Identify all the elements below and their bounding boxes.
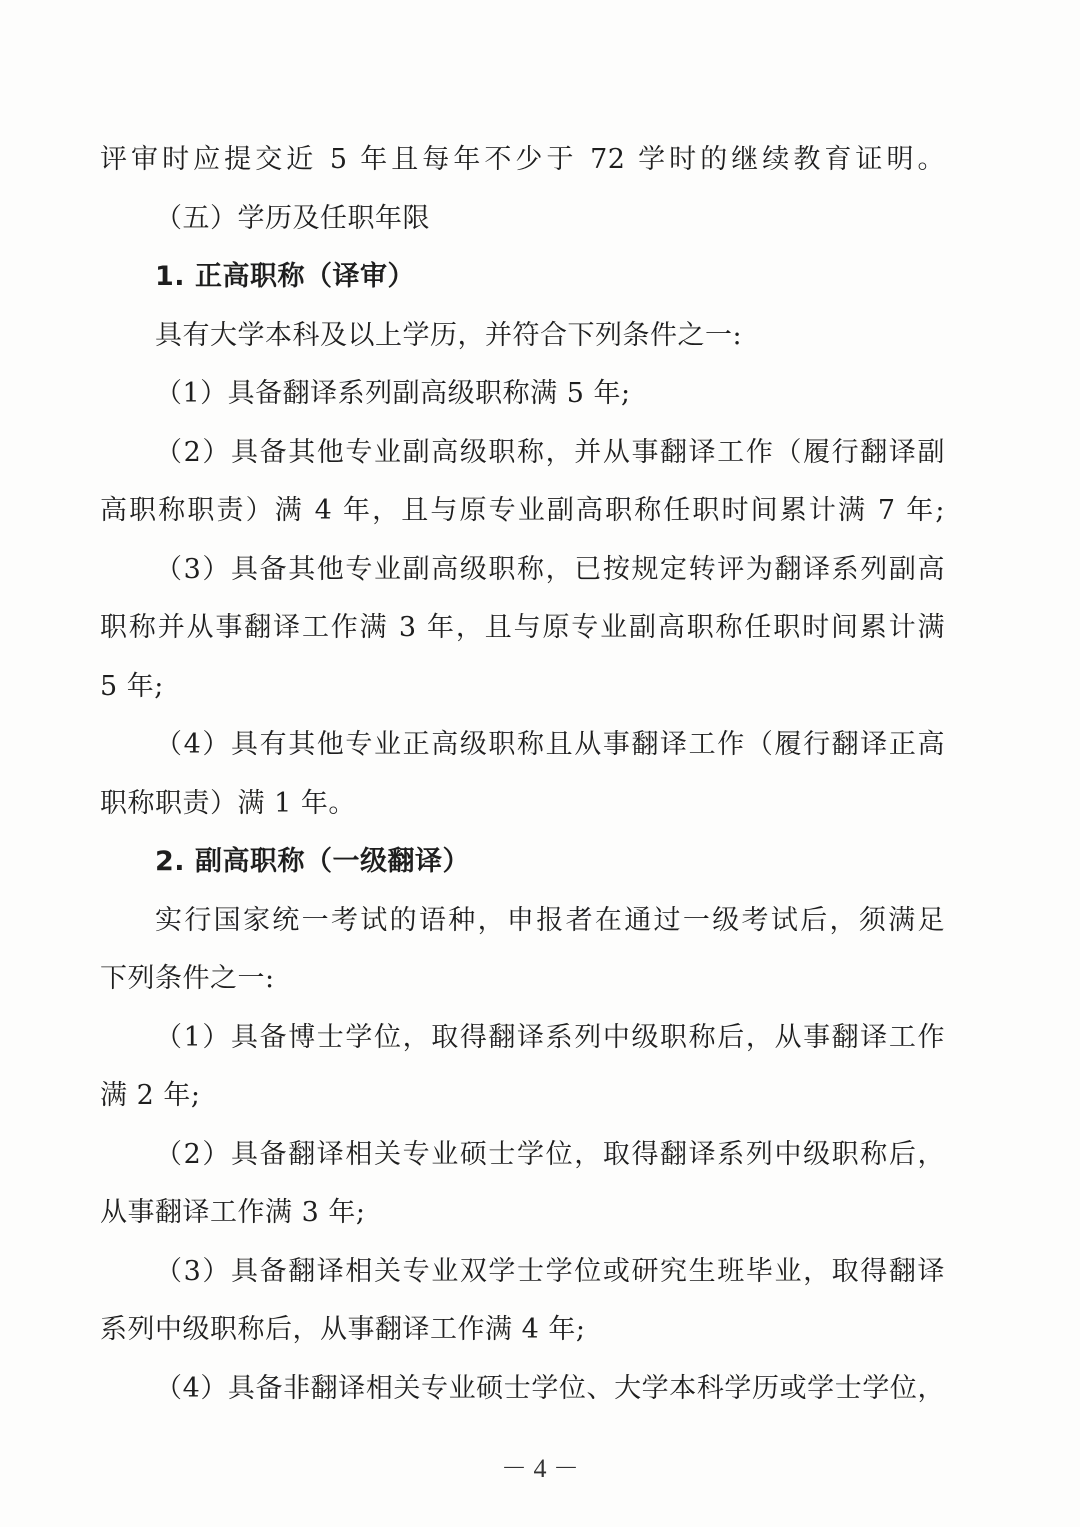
list-item: （1）具备博士学位，取得翻译系列中级职称后，从事翻译工作 [155,1021,945,1053]
paragraph-line: 高职称职责）满 4 年，且与原专业副高职称任职时间累计满 7 年; [100,495,945,526]
list-item: （1）具备翻译系列副高级职称满 5 年; [155,378,631,409]
list-item: （4）具备非翻译相关专业硕士学位、大学本科学历或学士学位， [155,1372,945,1404]
list-item: （3）具备其他专业副高级职称，已按规定转评为翻译系列副高 [155,553,945,585]
paragraph-line: 5 年; [100,670,164,702]
paragraph-line: 职称并从事翻译工作满 3 年，且与原专业副高职称任职时间累计满 [100,612,945,643]
paragraph-line: 下列条件之一: [100,963,275,994]
paragraph-line: 实行国家统一考试的语种，申报者在通过一级考试后，须满足 [155,904,945,936]
document-body [100,131,945,1418]
list-item: （4）具有其他专业正高级职称且从事翻译工作（履行翻译正高 [155,729,945,760]
paragraph-line: 具有大学本科及以上学历，并符合下列条件之一: [155,319,743,351]
page-number: － 4 － [500,1454,579,1483]
paragraph-line: 职称职责）满 1 年。 [100,787,356,819]
list-item: （3）具备翻译相关专业双学士学位或研究生班毕业，取得翻译 [155,1255,945,1287]
list-item: （2）具备翻译相关专业硕士学位，取得翻译系列中级职称后， [155,1138,945,1170]
subsection-heading: 1. 正高职称（译审） [155,261,415,292]
paragraph-line: 满 2 年; [100,1080,201,1111]
list-item: （2）具备其他专业副高级职称，并从事翻译工作（履行翻译副 [155,436,945,468]
section-heading: （五）学历及任职年限 [155,202,430,234]
paragraph-line: 评审时应提交近 5 年且每年不少于 72 学时的继续教育证明。 [100,144,945,175]
paragraph-line: 系列中级职称后，从事翻译工作满 4 年; [100,1314,586,1345]
paragraph-line: 从事翻译工作满 3 年; [100,1197,366,1228]
subsection-heading: 2. 副高职称（一级翻译） [155,846,470,877]
